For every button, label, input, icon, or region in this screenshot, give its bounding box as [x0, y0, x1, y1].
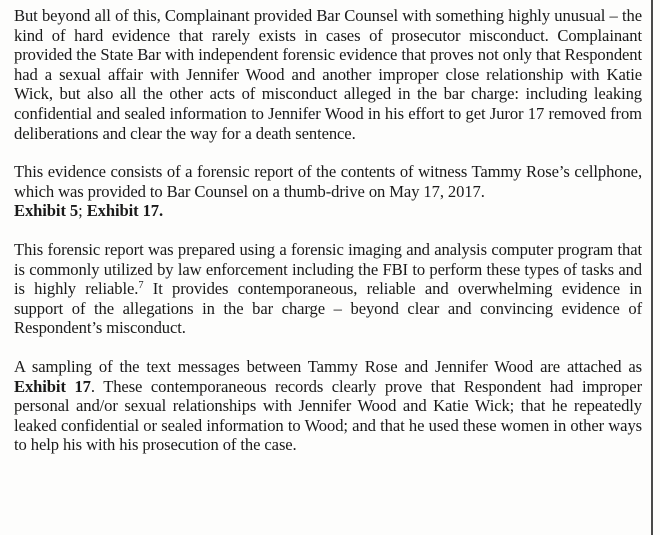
paragraph-text-messages: [14, 357, 642, 455]
exhibit-reference: Exhibit 17.: [86, 201, 164, 221]
document-body: [14, 6, 642, 455]
exhibit-separator: ;: [78, 201, 87, 221]
paragraph-text: . These contemporaneous records clearly prove that Respondent had improper personal and/or sexual relationships with Jennifer Wood and Katie Wick; that he repeatedly leaked confidential or sealed information to Wood; and that he used these women in other ways to help his with his prosecution of the case.: [14, 376, 642, 455]
paragraph-text: A sampling of the text messages between Tammy Rose and Jennifer Wood are attached as: [14, 356, 642, 376]
paragraph-text: It provides contemporaneous, reliable and overwhelming evidence in support of the allegations in the bar charge – beyond clear and convincing evidence of Respondent’s misconduct.: [14, 279, 642, 338]
paragraph-evidence-description: [14, 162, 642, 221]
exhibit-reference: Exhibit 5: [14, 201, 79, 221]
paragraph-text: This evidence consists of a forensic report of the contents of witness Tammy Rose’s cellphone, which was provided to Bar Counsel on a thumb-drive on May 17, 2017.: [14, 162, 642, 201]
paragraph-text: But beyond all of this, Complainant provided Bar Counsel with something highly unusual – the kind of hard evidence that rarely exists in cases of prosecutor misconduct. Complainant provided the State Bar with independent forensic evidence that proves not only that Respondent had a sexual affair with Jennifer Wood and another improper close relationship with Katie Wick, but also all the other acts of misconduct alleged in the bar charge: including leaking confidential and sealed information to Jennifer Wood in his effort to get Juror 17 removed from deliberations and clear the way for a death sentence.: [14, 6, 642, 143]
footnote-marker: 7: [138, 280, 144, 292]
page-edge-rule: [651, 0, 653, 535]
paragraph-text: This forensic report was prepared using a forensic imaging and analysis computer program that is commonly utilized by law enforcement including the FBI to perform these types of tasks and is highly reliable.: [14, 239, 642, 299]
paragraph-forensic-report: [14, 240, 642, 338]
paragraph-forensic-evidence-intro: [14, 6, 642, 143]
exhibit-reference: Exhibit 17: [14, 376, 91, 396]
